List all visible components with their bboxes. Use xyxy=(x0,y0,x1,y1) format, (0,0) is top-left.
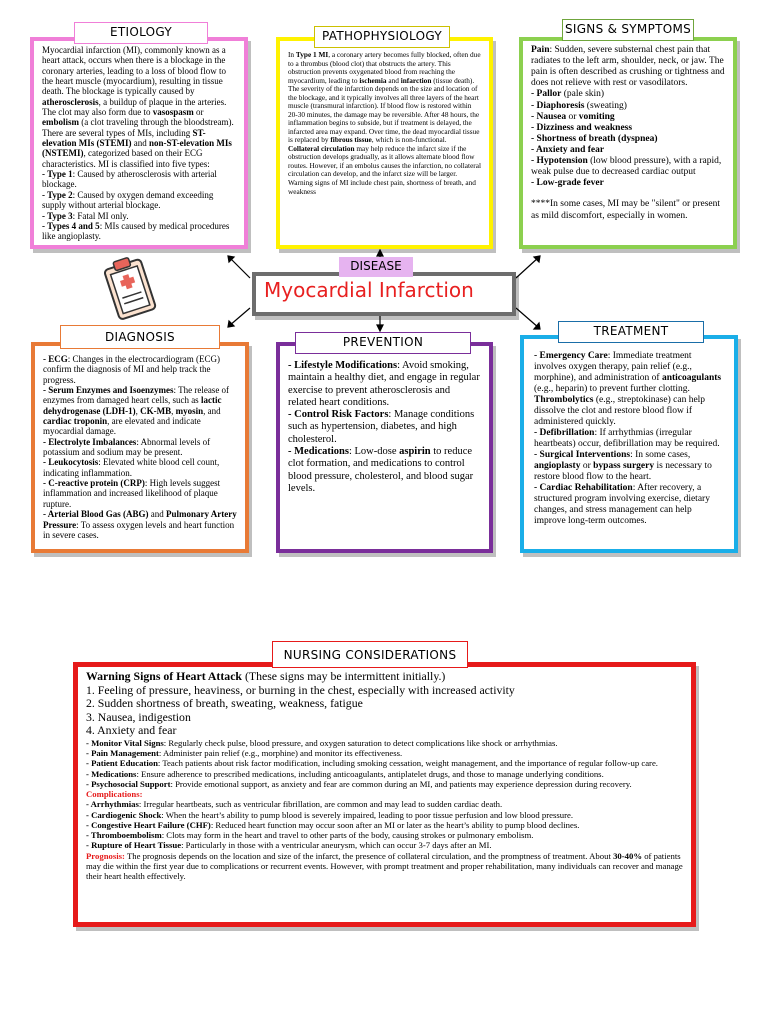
signs-symptoms-text: Pain: Sudden, severe substernal chest pain that radiates to the left arm, shoulder, neck, or jaw. The pain is often described as crushing or tightness and does not relieve with rest or vasodilators. - Pallor (pale skin) - Diaphoresis (sweating) - Nausea or vomiting - Dizziness and weakness - Shortness of breath (dyspnea) - Anxiety and fear - Hypotension (low blood pressure), with a rapid, weak pulse due to decreased cardiac output - Low-grade fever ****In some cases, MI may be "silent" or present as mild discomfort, especially in women. xyxy=(531,45,725,221)
treatment-text: - Emergency Care: Immediate treatment involves oxygen therapy, pain relief (e.g., morphine), and administration of anticoagulants (e.g., heparin) to prevent further clotting. Thrombolytics (e.g., streptokinase) can help dissolve the clot and restore blood flow if administered quickly. - Defibrillation: If arrhythmias (irregular heartbeats) occur, defibrillation may be required. - Surgical Interventions: In some cases, angioplasty or bypass surgery is necessary to restore blood flow to the heart. - Cardiac Rehabilitation: After recovery, a structured program involving exercise, dietary changes, and stress management can help improve long-term outcomes. xyxy=(534,351,722,527)
diagnosis-text: - ECG: Changes in the electrocardiogram (ECG) confirm the diagnosis of MI and help track the progress. - Serum Enzymes and Isoenzymes: The release of enzymes from damaged heart cells, such as lactic dehydrogenase (LDH-1), CK-MB, myosin, and cardiac troponin, are elevated and indicate myocardial damage. - Electrolyte Imbalances: Abnormal levels of potassium and sodium may be present. - Leukocytosis: Elevated white blood cell count, indicating inflammation. - C-reactive protein (CRP): High levels suggest inflammation and increased likelihood of plaque rupture. - Arterial Blood Gas (ABG) and Pulmonary Artery Pressure: To assess oxygen levels and heart function in severe cases. xyxy=(43,354,237,540)
signs-symptoms-heading: SIGNS & SYMPTOMS xyxy=(562,19,694,41)
pathophysiology-heading: PATHOPHYSIOLOGY xyxy=(314,26,450,48)
disease-title-box xyxy=(252,272,516,316)
prevention-panel xyxy=(276,342,493,553)
signs-symptoms-panel xyxy=(519,37,737,249)
treatment-heading: TREATMENT xyxy=(558,321,704,343)
disease-heading: DISEASE xyxy=(339,257,413,277)
prevention-heading: PREVENTION xyxy=(295,332,471,354)
diagnosis-heading: DIAGNOSIS xyxy=(60,325,220,349)
warning-sign-item: 2. Sudden shortness of breath, sweating, weakness, fatigue xyxy=(86,696,363,711)
warning-sign-item: 4. Anxiety and fear xyxy=(86,723,177,738)
complications-label: Complications: xyxy=(86,789,143,800)
diagnosis-panel xyxy=(31,342,249,553)
warning-sign-item: 3. Nausea, indigestion xyxy=(86,709,191,724)
warning-sign-item: 1. Feeling of pressure, heaviness, or burning in the chest, especially with increased activity xyxy=(86,682,515,697)
treatment-panel xyxy=(520,335,738,553)
etiology-heading: ETIOLOGY xyxy=(74,22,208,44)
etiology-panel xyxy=(30,37,248,249)
prevention-text: - Lifestyle Modifications: Avoid smoking, maintain a healthy diet, and engage in regular exercise to prevent atherosclerosis and related heart conditions. - Control Risk Factors: Manage conditions such as hypertension, diabetes, and high cholesterol. - Medications: Low-dose aspirin to reduce clot formation, and medications to control blood pressure, cholesterol, and blood sugar levels. xyxy=(288,360,480,494)
nursing-heading: NURSING CONSIDERATIONS xyxy=(272,641,468,668)
etiology-text: Myocardial infarction (MI), commonly known as a heart attack, occurs when there is a blockage in the coronary arteries, leading to a loss of blood flow to the heart muscle (myocardium), resulting in tissue death. The blockage is typically caused by atherosclerosis, a buildup of plaque in the arteries. The clot may also form due to vasospasm or embolism (a clot traveling through the bloodstream). There are several types of MIs, including ST-elevation MIs (STEMI) and non-ST-elevation MIs (NSTEMI), categorized based on their ECG characteristics. MI is classified into five types: - Type 1: Caused by atherosclerosis with arterial blockage. - Type 2: Caused by oxygen demand exceeding supply without arterial blockage. - Type 3: Fatal MI only. - Types 4 and 5: MIs caused by medical procedures like angioplasty. xyxy=(42,45,234,242)
nursing-text: Warning Signs of Heart Attack (These signs may be intermittent initially.) 1. Feeling of pressure, heaviness, or burning in the chest, especially with increased activity 2. Sudden shortness of breath, sweating, weakness, fatigue 3. Nausea, indigestion 4. Anxiety and fear - Monitor Vital Signs: Regularly check pulse, blood pressure, and oxygen saturation to detect complications like shock or arrhythmias. - Pain Management: Administer pain relief (e.g., morphine) and monitor its effectiveness. - Patient Education: Teach patients about risk factor modification, including smoking cessation, weight management, and the importance of regular follow-up care. - Medications: Ensure adherence to prescribed medications, including anticoagulants, antiplatelet drugs, and those to manage underlying conditions. - Psychosocial Support: Provide emotional support, as anxiety and fear are common during an MI, and patients may experience depression during recovery. Complications: - Arrhythmias: Irregular heartbeats, such as ventricular fibrillation, are common and may lead to sudden cardiac death. - Cardiogenic Shock: When the heart’s ability to pump blood is severely impaired, leading to poor tissue perfusion and low blood pressure. - Congestive Heart Failure (CHF): Reduced heart function may occur soon after an MI or later as the heart’s ability to pump blood declines. - Thromboembolism: Clots may form in the heart and travel to other parts of the body, causing strokes or pulmonary embolism. - Rupture of Heart Tissue: Particularly in those with a ventricular aneurysm, which can occur 3-7 days after an MI. Prognosis: The prognosis depends on the location and size of the infarct, the presence of collateral circulation, and the promptness of treatment. About 30-40% of patients may die within the first year due to complications or recurrent events. However, with prompt treatment and proper rehabilitation, many individuals can recover and manage their heart health effectively. xyxy=(86,669,683,882)
disease-title: Myocardial Infarction xyxy=(264,278,474,302)
nursing-panel xyxy=(73,662,696,927)
prognosis-label: Prognosis: xyxy=(86,850,125,861)
pathophysiology-text: In Type 1 MI, a coronary artery becomes fully blocked, often due to a thrombus (blood clot) that obstructs the artery. This obstruction prevents oxygenated blood from reaching the myocardium, leading to ischemia and infarction (tissue death). The severity of the infarction depends on the size and location of the blockage, and it typically involves all three layers of the heart muscle (transmural infarction). If blood flow is restored within 20-30 minutes, the damage may be reversible. After 48 hours, the inflammation begins to subside, but if treatment is delayed, the infarcted area may expand. Over time, the dead myocardial tissue is replaced by fibrous tissue, which is non-functional. Collateral circulation may help reduce the infarct size if the obstruction develops gradually, as it allows alternate blood flow routes. However, if an embolus causes the infarction, no collateral circulation can develop, and the infarct size will be larger. Warning signs of MI include chest pain, shortness of breath, and weakness xyxy=(288,50,482,196)
pathophysiology-panel xyxy=(276,37,493,249)
clipboard-icon xyxy=(103,253,159,325)
